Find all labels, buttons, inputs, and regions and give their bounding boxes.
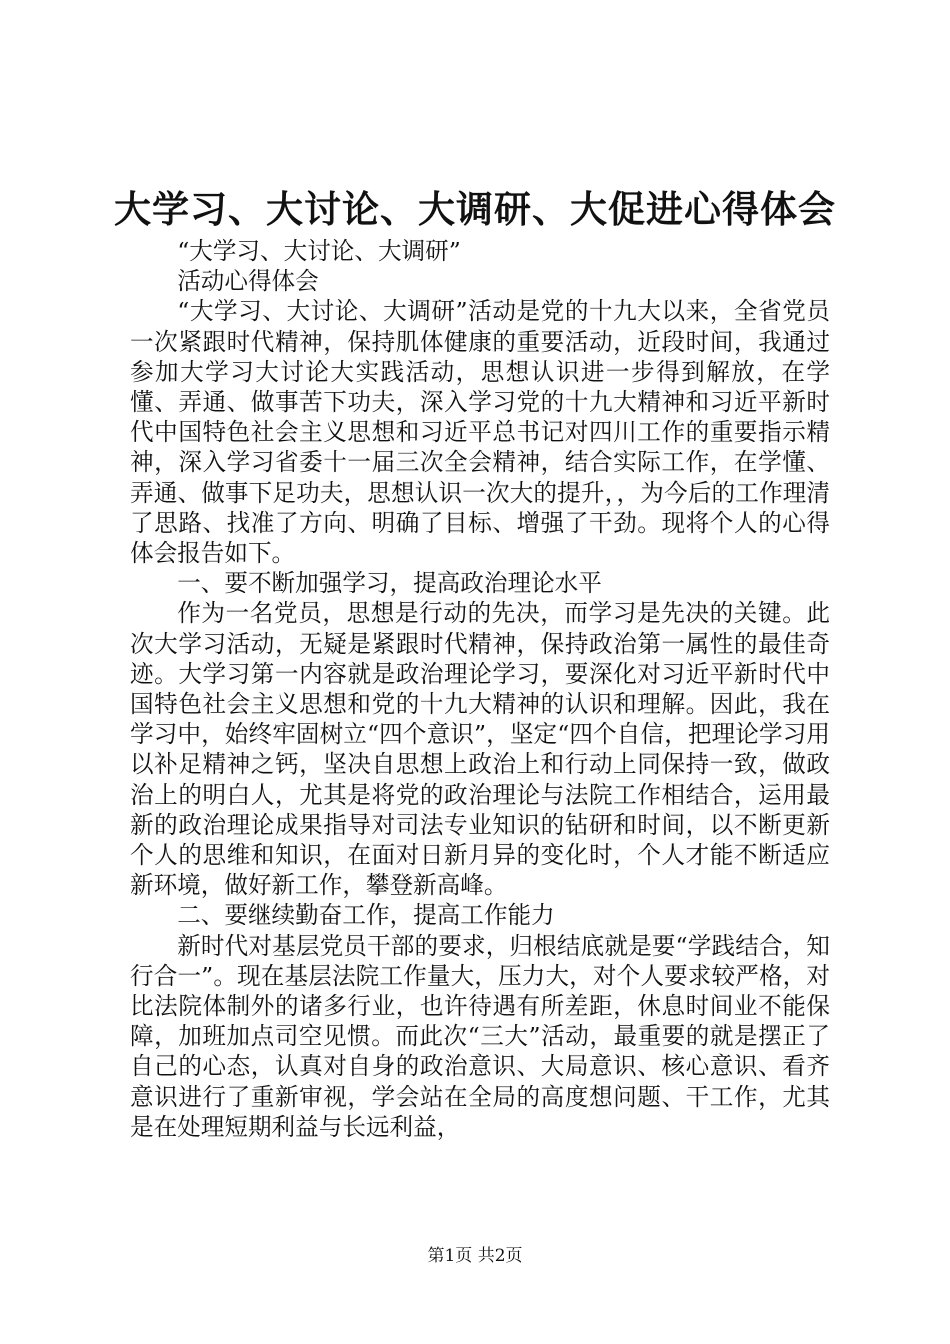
document-title: 大学习、大讨论、大调研、大促进心得体会 (114, 187, 836, 231)
document-body (130, 236, 830, 1142)
paragraph-intro: “大学习、大讨论、大调研”活动是党的十九大以来，全省党员一次紧跟时代精神，保持肌体健康的重要活动，近段时间，我通过参加大学习大讨论大实践活动，思想认识进一步得到解放，在学懂、弄通、做事苦下功夫，深入学习党的十九大精神和习近平新时代中国特色社会主义思想和习近平总书记对四川工作的重要指示精神，深入学习省委十一届三次全会精神，结合实际工作，在学懂、弄通、做事下足功夫，思想认识一次大的提升，，为今后的工作理清了思路、找准了方向、明确了目标、增强了干劲。现将个人的心得体会报告如下。 (130, 297, 830, 568)
subtitle-line-1: “大学习、大讨论、大调研” (177, 237, 461, 265)
paragraph-section-2: 新时代对基层党员干部的要求，归根结底就是要“学践结合，知行合一”。现在基层法院工作量大，压力大，对个人要求较严格，对比法院体制外的诸多行业，也许待遇有所差距，休息时间业不能保障，加班加点司空见惯。而此次“三大”活动，最重要的就是摆正了自己的心态，认真对自身的政治意识、大局意识、核心意识、看齐意识进行了重新审视，学会站在全局的高度想问题、干工作，尤其是在处理短期利益与长远利益， (130, 931, 830, 1141)
section-heading-2: 二、要继续勤奋工作，提高工作能力 (177, 901, 555, 930)
paragraph-section-1: 作为一名党员，思想是行动的先决，而学习是先决的关键。此次大学习活动，无疑是紧跟时代精神，保持政治第一属性的最佳奇迹。大学习第一内容就是政治理论学习，要深化对习近平新时代中国特色社会主义思想和党的十九大精神的认识和理解。因此，我在学习中，始终牢固树立“四个意识”，坚定“四个自信，把理论学习用以补足精神之钙，坚决自思想上政治上和行动上同保持一致，做政治上的明白人，尤其是将党的政治理论与法院工作相结合，运用最新的政治理论成果指导对司法专业知识的钻研和时间，以不断更新个人的思维和知识，在面对日新月异的变化时，个人才能不断适应新环境，做好新工作，攀登新高峰。 (130, 599, 830, 900)
section-heading-1: 一、要不断加强学习，提高政治理论水平 (177, 569, 602, 598)
subtitle-line-2: 活动心得体会 (177, 267, 319, 296)
page-number-footer: 第1页 共2页 (427, 1246, 523, 1266)
